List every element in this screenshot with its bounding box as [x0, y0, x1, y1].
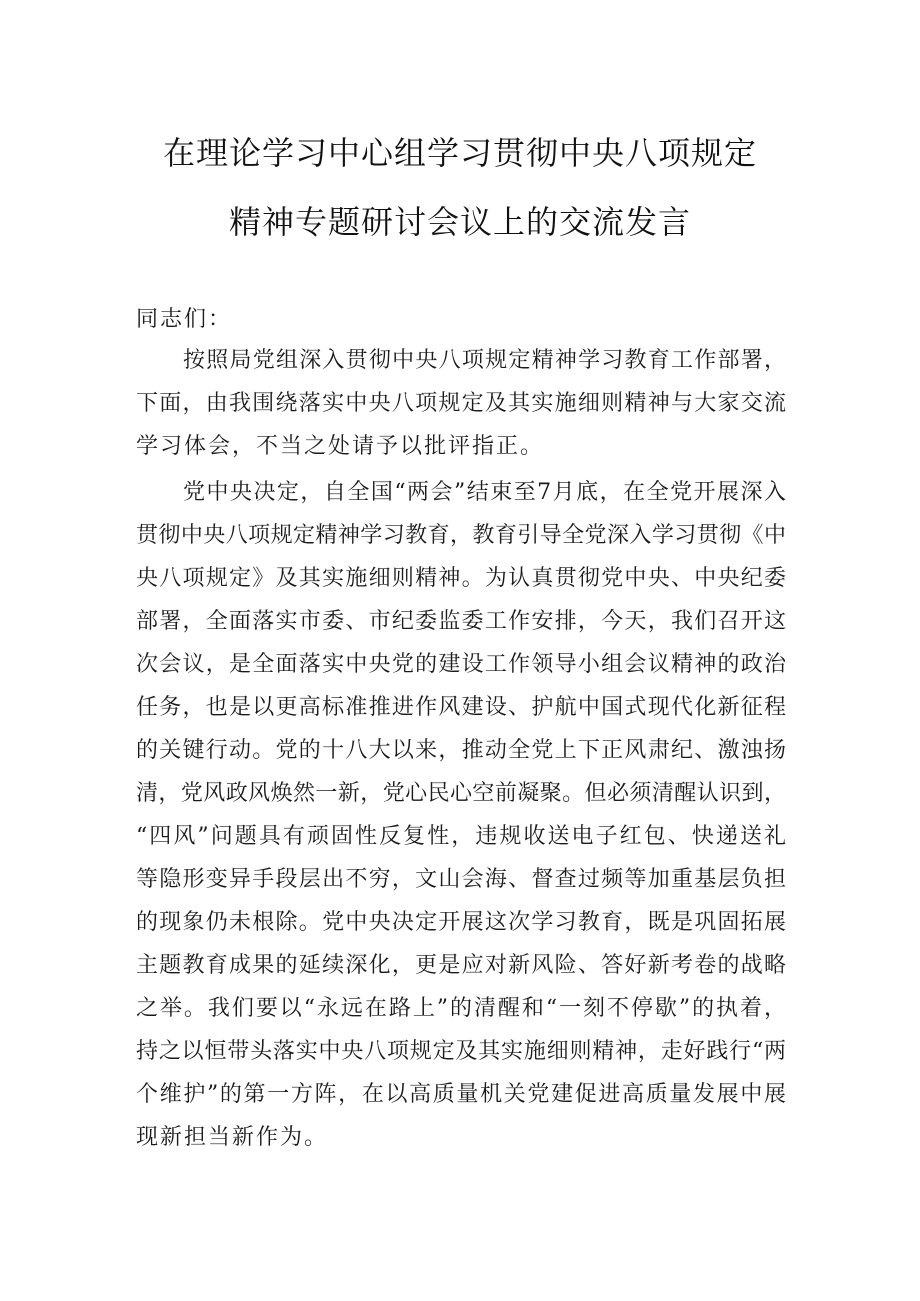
salutation: 同志们： [136, 307, 233, 332]
paragraph-2-line: 贯彻中央八项规定精神学习教育，教育引导全党深入学习贯彻《中 [136, 523, 786, 548]
paragraph-2-line: 党中央决定，自全国“两会”结束至7月底，在全党开展深入 [183, 480, 786, 505]
document-title-line-2: 精神专题研讨会议上的交流发言 [228, 203, 691, 241]
paragraph-2-line: 央八项规定》及其实施细则精神。为认真贯彻党中央、中央纪委 [136, 566, 786, 591]
paragraph-1-line: 下面，由我围绕落实中央八项规定及其实施细则精神与大家交流 [136, 391, 786, 416]
paragraph-1-line: 按照局党组深入贯彻中央八项规定精神学习教育工作部署， [183, 348, 786, 373]
paragraph-2-line: 个维护”的第一方阵，在以高质量机关党建促进高质量发展中展 [136, 1082, 786, 1107]
paragraph-1-line: 学习体会，不当之处请予以批评指正。 [136, 434, 545, 459]
paragraph-2-line: 等隐形变异手段层出不穷，文山会海、督查过频等加重基层负担 [136, 867, 786, 892]
paragraph-2-line: 次会议，是全面落实中央党的建设工作领导小组会议精神的政治 [136, 652, 786, 677]
document-title-line-1: 在理论学习中心组学习贯彻中央八项规定 [162, 134, 757, 172]
paragraph-2-line: 的关键行动。党的十八大以来，推动全党上下正风肃纪、激浊扬 [136, 738, 786, 763]
paragraph-2-line: 任务，也是以更高标准推进作风建设、护航中国式现代化新征程 [136, 695, 786, 720]
paragraph-2-line: 之举。我们要以“永远在路上”的清醒和“一刻不停歇”的执着， [136, 996, 786, 1021]
paragraph-2-line: 的现象仍未根除。党中央决定开展这次学习教育，既是巩固拓展 [136, 910, 786, 935]
paragraph-2-line: 清，党风政风焕然一新，党心民心空前凝聚。但必须清醒认识到， [136, 781, 786, 806]
paragraph-2-line: 部署，全面落实市委、市纪委监委工作安排，今天，我们召开这 [136, 609, 786, 634]
paragraph-2-line: “四风”问题具有顽固性反复性，违规收送电子红包、快递送礼 [136, 824, 786, 849]
paragraph-2-line: 持之以恒带头落实中央八项规定及其实施细则精神，走好践行“两 [136, 1039, 786, 1064]
paragraph-2-line: 现新担当新作为。 [136, 1125, 329, 1150]
paragraph-2-line: 主题教育成果的延续深化，更是应对新风险、答好新考卷的战略 [136, 953, 786, 978]
